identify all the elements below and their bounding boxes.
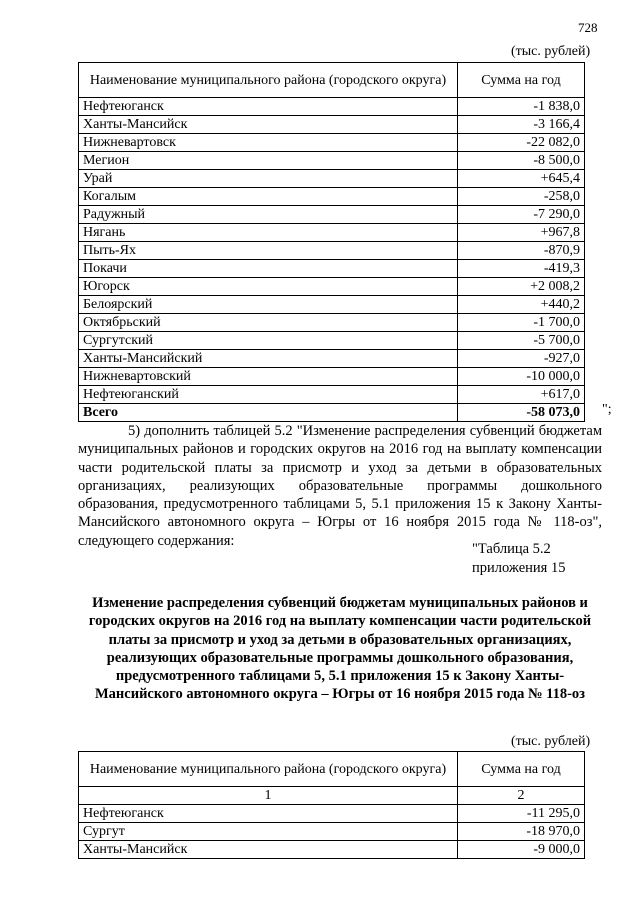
table1-row bbox=[79, 386, 585, 404]
table1-cell-sum: -1 700,0 bbox=[458, 314, 585, 332]
table1-row bbox=[79, 296, 585, 314]
amendment-paragraph bbox=[78, 422, 602, 550]
table1-row bbox=[79, 98, 585, 116]
table2-cell-sum: -9 000,0 bbox=[458, 841, 585, 859]
table1-row bbox=[79, 314, 585, 332]
table1-row bbox=[79, 224, 585, 242]
table1-cell-sum: -3 166,4 bbox=[458, 116, 585, 134]
table2-row bbox=[79, 841, 585, 859]
table2-cell-sum: -11 295,0 bbox=[458, 805, 585, 823]
table2-cell-name: Нефтеюганск bbox=[79, 805, 458, 823]
table1-cell-sum: +967,8 bbox=[458, 224, 585, 242]
table2-header-name: Наименование муниципального района (городского округа) bbox=[79, 752, 458, 787]
table1-cell-name: Нефтеюганский bbox=[79, 386, 458, 404]
table2-colnum-name: 1 bbox=[79, 787, 458, 805]
page-number: 728 bbox=[578, 20, 598, 35]
table1-cell-sum: -58 073,0 bbox=[458, 404, 585, 422]
table1-row bbox=[79, 242, 585, 260]
table2-cell-name: Ханты-Мансийск bbox=[79, 841, 458, 859]
table1-cell-name: Когалым bbox=[79, 188, 458, 206]
table1-total-row bbox=[79, 404, 585, 422]
table1-cell-name: Югорск bbox=[79, 278, 458, 296]
table1-cell-name: Октябрьский bbox=[79, 314, 458, 332]
table1-cell-name: Белоярский bbox=[79, 296, 458, 314]
table2-cell-sum: -18 970,0 bbox=[458, 823, 585, 841]
table1-cell-name: Ханты-Мансийский bbox=[79, 350, 458, 368]
table1-row bbox=[79, 170, 585, 188]
table1-cell-sum: +440,2 bbox=[458, 296, 585, 314]
table1-row bbox=[79, 188, 585, 206]
table1-cell-sum: -10 000,0 bbox=[458, 368, 585, 386]
table2-header-row bbox=[79, 752, 585, 787]
table1-row bbox=[79, 206, 585, 224]
table2-row bbox=[79, 823, 585, 841]
table1-cell-name: Нижневартовск bbox=[79, 134, 458, 152]
table1-cell-name: Мегион bbox=[79, 152, 458, 170]
table-reference-line1: "Таблица 5.2 bbox=[472, 541, 551, 557]
table1-header-row bbox=[79, 63, 585, 98]
table1-row bbox=[79, 350, 585, 368]
table-reference bbox=[472, 540, 565, 578]
table1-unit: (тыс. рублей) bbox=[511, 44, 591, 59]
table1-cell-sum: -258,0 bbox=[458, 188, 585, 206]
table1-row bbox=[79, 260, 585, 278]
table1 bbox=[78, 62, 585, 422]
table1-cell-sum: -5 700,0 bbox=[458, 332, 585, 350]
table2-header-sum: Сумма на год bbox=[458, 752, 585, 787]
table1-row bbox=[79, 332, 585, 350]
table1-cell-name: Ханты-Мансийск bbox=[79, 116, 458, 134]
table1-row bbox=[79, 116, 585, 134]
table1-cell-name: Урай bbox=[79, 170, 458, 188]
table1-cell-sum: -419,3 bbox=[458, 260, 585, 278]
table1-cell-sum: -927,0 bbox=[458, 350, 585, 368]
table1-cell-name: Сургутский bbox=[79, 332, 458, 350]
table1-cell-name: Нефтеюганск bbox=[79, 98, 458, 116]
table1-cell-sum: -22 082,0 bbox=[458, 134, 585, 152]
table2-colnum-sum: 2 bbox=[458, 787, 585, 805]
table1-cell-sum: +2 008,2 bbox=[458, 278, 585, 296]
table-reference-line2: приложения 15 bbox=[472, 560, 566, 576]
table1-header-name: Наименование муниципального района (городского округа) bbox=[79, 63, 458, 98]
table1-row bbox=[79, 134, 585, 152]
closing-quote-mark: "; bbox=[602, 402, 612, 417]
table1-cell-name: Покачи bbox=[79, 260, 458, 278]
amendment-text: 5) дополнить таблицей 5.2 "Изменение распределения субвенций бюджетам муниципальных районов и городских округов на 2016 год на выплату компенсации части родительской платы за присмотр и уход за детьми в образовательных организациях, реализующих образовательные программы дошкольного образования, предусмотренного таблицами 5, 5.1 приложения 15 к Закону Ханты-Мансийского автономного округа – Югры от 16 ноября 2015 года № 118-оз", следующего содержания: bbox=[78, 423, 602, 549]
table2-colnum-row bbox=[79, 787, 585, 805]
table1-cell-sum: +617,0 bbox=[458, 386, 585, 404]
table1-cell-sum: -1 838,0 bbox=[458, 98, 585, 116]
table1-cell-name: Нижневартовский bbox=[79, 368, 458, 386]
table1-cell-sum: -8 500,0 bbox=[458, 152, 585, 170]
table1-cell-name: Нягань bbox=[79, 224, 458, 242]
table1-cell-sum: -7 290,0 bbox=[458, 206, 585, 224]
table2-unit: (тыс. рублей) bbox=[511, 734, 591, 749]
table1-header-sum: Сумма на год bbox=[458, 63, 585, 98]
table1-row bbox=[79, 278, 585, 296]
table1-cell-name: Всего bbox=[79, 404, 458, 422]
table1-cell-name: Пыть-Ях bbox=[79, 242, 458, 260]
table1-row bbox=[79, 152, 585, 170]
table1-row bbox=[79, 368, 585, 386]
table2-title: Изменение распределения субвенций бюджетам муниципальных районов и городских округов на 2016 год на выплату компенсации части родительской платы за присмотр и уход за детьми в образовательных организациях, реализующих образовательные программы дошкольного образования, предусмотренного таблицами 5, 5.1 приложения 15 к Закону Ханты-Мансийского автономного округа – Югры от 16 ноября 2015 года № 118-оз bbox=[88, 595, 592, 703]
table1-cell-sum: -870,9 bbox=[458, 242, 585, 260]
table1-cell-name: Радужный bbox=[79, 206, 458, 224]
table1-cell-sum: +645,4 bbox=[458, 170, 585, 188]
table2-cell-name: Сургут bbox=[79, 823, 458, 841]
table2 bbox=[78, 751, 585, 859]
table2-row bbox=[79, 805, 585, 823]
